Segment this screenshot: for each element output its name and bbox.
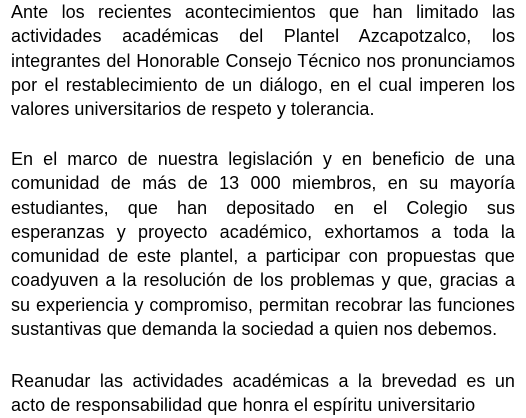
- paragraph-call-to-community: En el marco de nuestra legislación y en beneficio de una comunidad de más de 13 000 miembros, en su mayoría estudiantes, que han depositado en el Colegio sus esperanzas y proyecto académico, exhortamos a toda la comunidad de este plantel, a participar con propuestas que coadyuven a la resolución de los problemas y que, gracias a su experiencia y compromiso, permitan recobrar las funciones sustantivas que demanda la sociedad a quien nos debemos.: [11, 149, 515, 340]
- paragraph-statement-opening: Ante los recientes acontecimientos que han limitado las actividades académicas del Plantel Azcapotzalco, los integrantes del Honorable Consejo Técnico nos pronunciamos por el restablecimiento de un diálogo, en el cual imperen los valores universitarios de respeto y tolerancia.: [11, 2, 515, 120]
- paragraph-resume-activities: Reanudar las actividades académicas a la brevedad es un acto de responsabilidad que honra el espíritu universitario: [11, 371, 515, 416]
